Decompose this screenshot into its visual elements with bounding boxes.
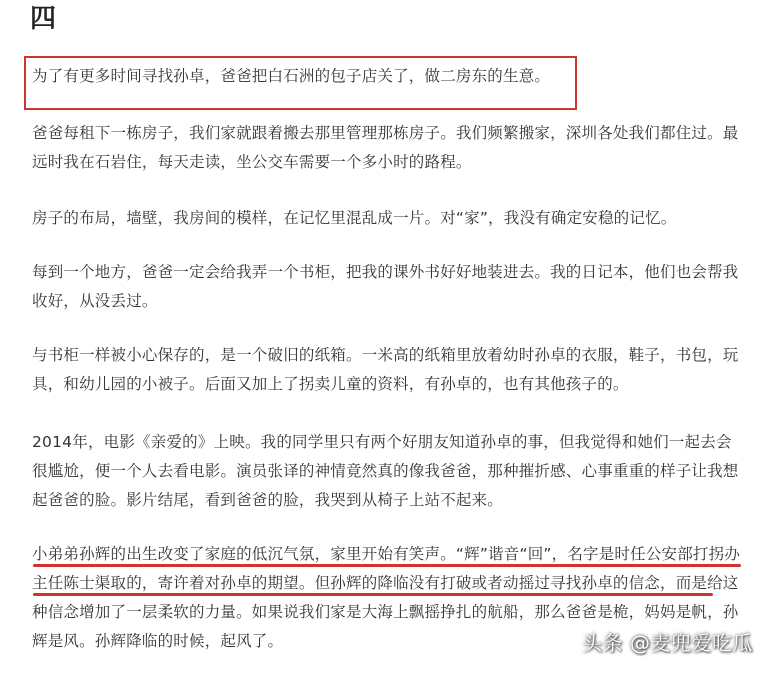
watermark: 头条 @麦兜爱吃瓜 xyxy=(582,631,753,655)
red-underline-2 xyxy=(33,593,713,596)
paragraph-4: 每到一个地方，爸爸一定会给我弄一个书柜，把我的课外书好好地装进去。我的日记本，他们也会帮我收好，从没丢过。 xyxy=(32,263,739,310)
paragraph-2: 爸爸每租下一栋房子，我们家就跟着搬去那里管理那栋房子。我们频繁搬家，深圳各处我们都住过。最远时我在石岩住，每天走读，坐公交车需要一个多小时的路程。 xyxy=(32,124,739,171)
paragraph-1: 为了有更多时间寻找孙卓，爸爸把白石洲的包子店关了，做二房东的生意。 xyxy=(32,67,551,85)
section-heading: 四 xyxy=(30,4,57,34)
paragraph-5: 与书柜一样被小心保存的，是一个破旧的纸箱。一米高的纸箱里放着幼时孙卓的衣服，鞋子，书包，玩具，和幼儿园的小被子。后面又加上了拐卖儿童的资料，有孙卓的，也有其他孩子的。 xyxy=(32,346,739,393)
paragraph-6: 2014年，电影《亲爱的》上映。我的同学里只有两个好朋友知道孙卓的事，但我觉得和她们一起去会很尴尬，便一个人去看电影。演员张译的神情竟然真的像我爸爸，那种摧折感、心事重重的样子让我想起爸爸的脸。影片结尾，看到爸爸的脸，我哭到从椅子上站不起来。 xyxy=(32,433,739,509)
paragraph-3: 房子的布局，墙壁，我房间的模样，在记忆里混乱成一片。对“家”，我没有确定安稳的记忆。 xyxy=(32,209,677,227)
red-underline-1 xyxy=(33,564,741,567)
paragraph-7: 小弟弟孙辉的出生改变了家庭的低沉气氛，家里开始有笑声。“辉”谐音“回”，名字是时任公安部打拐办主任陈士渠取的，寄许着对孙卓的期望。但孙辉的降临没有打破或者动摇过寻找孙卓的信念，而是给这种信念增加了一层柔软的力量。如果说我们家是大海上飘摇挣扎的航船，那么爸爸是桅，妈妈是帆，孙辉是风。孙辉降临的时候，起风了。 xyxy=(32,545,741,650)
